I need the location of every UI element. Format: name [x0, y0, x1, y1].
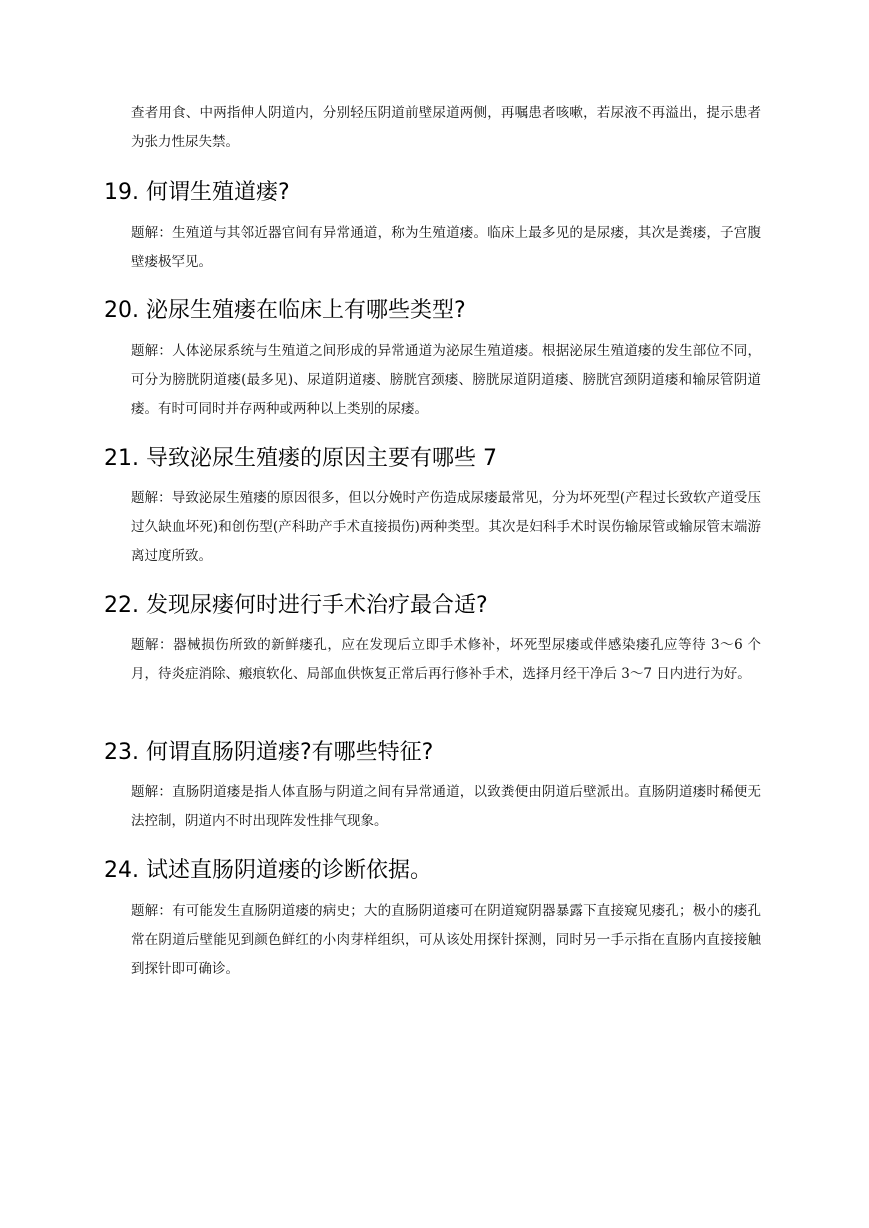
question-20-answer: 题解：人体泌尿系统与生殖道之间形成的异常通道为泌尿生殖道瘘。根据泌尿生殖道瘘的发生部位不同，可分为膀胱阴道瘘(最多见)、尿道阴道瘘、膀胱宫颈瘘、膀胱尿道阴道瘘、膀胱宫颈阴道瘘和输尿管阴道瘘。有时可同时并存两种或两种以上类别的尿瘘。	[131, 343, 761, 417]
question-23-answer: 题解：直肠阴道瘘是指人体直肠与阴道之间有异常通道，以致粪便由阴道后壁派出。直肠阴道瘘时稀便无法控制，阴道内不时出现阵发性排气现象。	[131, 784, 761, 829]
question-24-answer: 题解：有可能发生直肠阴道瘘的病史；大的直肠阴道瘘可在阴道窥阴器暴露下直接窥见瘘孔；极小的瘘孔常在阴道后壁能见到颜色鲜红的小肉芽样组织，可从该处用探针探测，同时另一手示指在直肠内直接接触到探针即可确诊。	[131, 903, 761, 977]
question-19-heading: 19. 何谓生殖道瘘?	[104, 180, 290, 205]
question-20-heading: 20. 泌尿生殖瘘在临床上有哪些类型?	[104, 298, 466, 323]
question-21-answer: 题解：导致泌尿生殖瘘的原因很多，但以分娩时产伤造成尿瘘最常见，分为坏死型(产程过长致软产道受压过久缺血坏死)和创伤型(产科助产手术直接损伤)两种类型。其次是妇科手术时误伤输尿管或输尿管末端游离过度所致。	[131, 490, 761, 564]
question-22-heading: 22. 发现尿瘘何时进行手术治疗最合适?	[104, 593, 488, 618]
question-24-heading: 24. 试述直肠阴道瘘的诊断依据。	[104, 858, 432, 883]
question-22-answer: 题解：器械损伤所致的新鲜瘘孔，应在发现后立即手术修补，坏死型尿瘘或伴感染瘘孔应等待 3～6 个月，待炎症消除、瘢痕软化、局部血供恢复正常后再行修补手术，选择月经干净后 3～7 日内进行为好。	[131, 637, 761, 682]
intro-paragraph: 查者用食、中两指伸人阴道内，分别轻压阴道前壁尿道两侧，再嘱患者咳嗽，若尿液不再溢出，提示患者为张力性尿失禁。	[131, 105, 761, 150]
question-23-heading: 23. 何谓直肠阴道瘘?有哪些特征?	[104, 740, 434, 765]
question-21-heading: 21. 导致泌尿生殖瘘的原因主要有哪些 7	[104, 446, 497, 471]
question-19-answer: 题解：生殖道与其邻近器官间有异常通道，称为生殖道瘘。临床上最多见的是尿瘘，其次是粪瘘，子宫腹壁瘘极罕见。	[131, 225, 761, 270]
